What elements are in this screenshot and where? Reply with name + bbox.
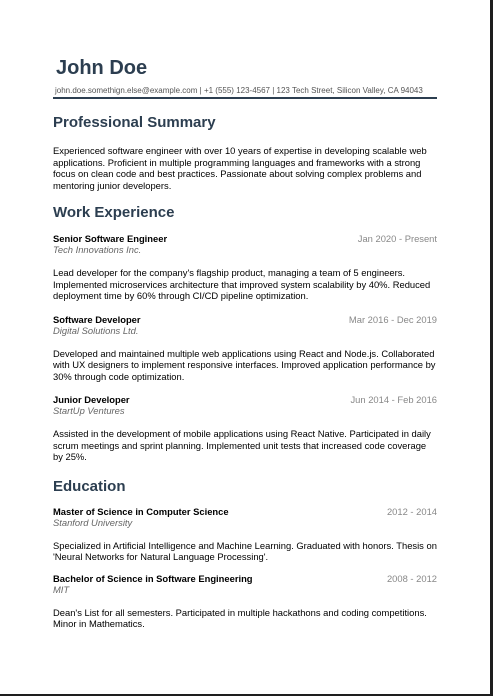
job-description: Assisted in the development of mobile applications using React Native. Participated in daily scrum meetings and sprint planning. Implemented unit tests that increased code coverage by 25%. bbox=[53, 428, 431, 462]
job-title: Software Developer bbox=[53, 313, 141, 325]
job-description: Lead developer for the company's flagship product, managing a team of 5 engineers. Implemented microservices architecture that improved system scalability by 40%. Reduced deployment time by 60% through CI/CD pipeline optimization. bbox=[53, 267, 431, 301]
education-entry bbox=[53, 573, 437, 630]
experience-section bbox=[53, 204, 437, 463]
education-description: Dean's List for all semesters. Participated in multiple hackathons and coding competitions. Minor in Mathematics. bbox=[53, 606, 427, 629]
school-name: Stanford University bbox=[53, 516, 133, 528]
job-header bbox=[53, 233, 437, 244]
job-title: Junior Developer bbox=[53, 394, 130, 405]
header-divider bbox=[53, 97, 437, 99]
summary-text: Experienced software engineer with over 10 years of expertise in developing scalable web applications. Proficient in multiple programming languages and frameworks with a strong focus on clean code and best practices. Passionate about solving complex problems and mentoring junior developers. bbox=[53, 145, 427, 191]
job-entry bbox=[53, 394, 437, 463]
education-dates: 2012 - 2014 bbox=[386, 505, 437, 517]
job-dates: Jun 2014 - Feb 2016 bbox=[350, 394, 437, 405]
resume-page bbox=[53, 56, 437, 630]
contact-info: john.doe.somethign.else@example.com | +1 (555) 123-4567 | 123 Tech Street, Silicon Valley, CA 94043 bbox=[55, 86, 423, 95]
job-company: Tech Innovations Inc. bbox=[53, 244, 142, 255]
education-section bbox=[53, 478, 437, 630]
education-header bbox=[53, 573, 437, 584]
school-name: MIT bbox=[53, 583, 70, 595]
job-entry bbox=[53, 233, 437, 302]
summary-heading: Professional Summary bbox=[53, 114, 216, 131]
education-heading: Education bbox=[53, 477, 126, 495]
job-title: Senior Software Engineer bbox=[53, 233, 168, 244]
degree-title: Bachelor of Science in Software Engineering bbox=[53, 572, 253, 584]
job-entry bbox=[53, 314, 437, 383]
job-company: StartUp Ventures bbox=[53, 405, 125, 416]
job-header bbox=[53, 394, 437, 405]
education-entry bbox=[53, 506, 437, 563]
job-dates: Jan 2020 - Present bbox=[357, 233, 437, 244]
education-dates: 2008 - 2012 bbox=[386, 572, 437, 584]
degree-title: Master of Science in Computer Science bbox=[53, 505, 229, 517]
job-dates: Mar 2016 - Dec 2019 bbox=[348, 313, 437, 325]
job-header bbox=[53, 314, 437, 325]
resume-header bbox=[53, 56, 437, 99]
experience-heading: Work Experience bbox=[53, 204, 175, 221]
candidate-name: John Doe bbox=[56, 57, 148, 79]
job-description: Developed and maintained multiple web applications using React and Node.js. Collaborated with UX designers to implement responsive interfaces. Improved application performance by 30% through code optimization. bbox=[53, 347, 436, 382]
education-header bbox=[53, 506, 437, 517]
summary-section bbox=[53, 114, 437, 191]
education-description: Specialized in Artificial Intelligence and Machine Learning. Graduated with honors. Thesis on 'Neural Networks for Natural Language Processing'. bbox=[53, 539, 437, 562]
job-company: Digital Solutions Ltd. bbox=[53, 324, 139, 336]
